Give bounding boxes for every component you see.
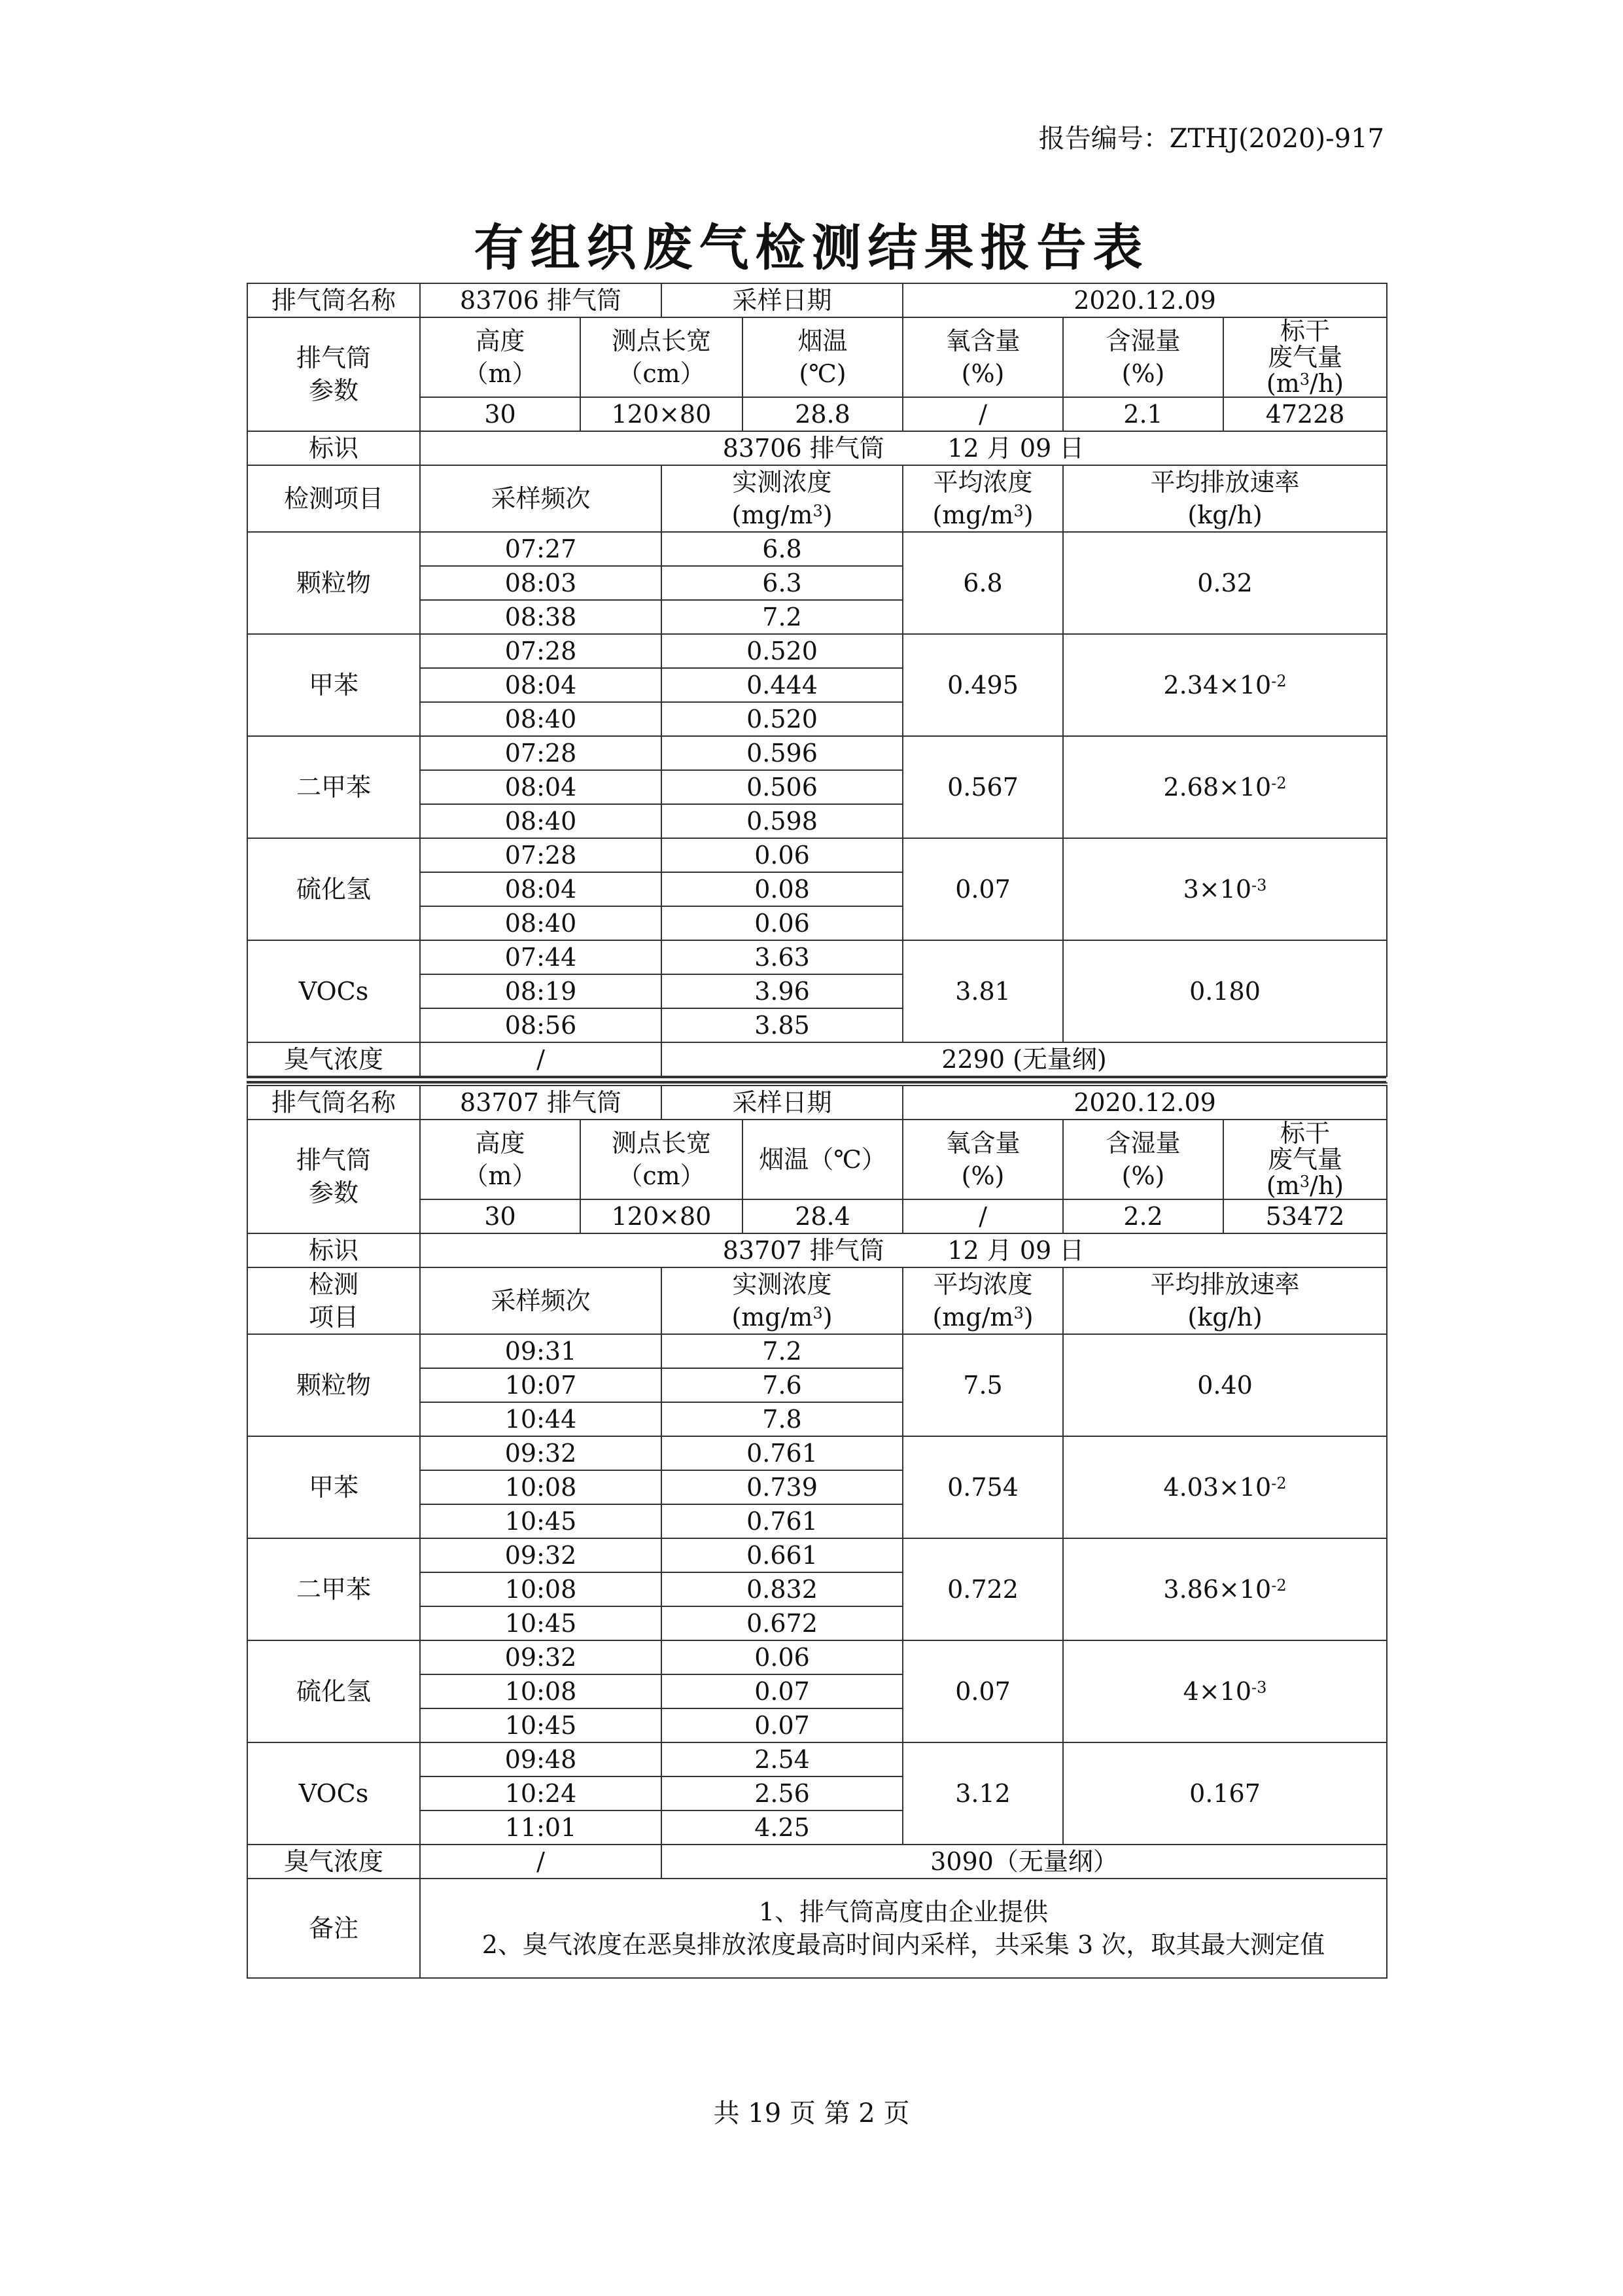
size-header: [580, 1120, 742, 1199]
measured-value: 0.506: [661, 770, 903, 804]
rate-exp: -2: [1271, 1576, 1287, 1595]
sample-time: 09:31: [420, 1334, 661, 1368]
avg-value: 0.754: [903, 1436, 1063, 1538]
table-row: [247, 838, 1387, 872]
sample-time: 08:40: [420, 804, 661, 838]
measured-value: 0.07: [661, 1708, 903, 1742]
o2-h2: (%): [961, 1161, 1005, 1190]
stack-name-value: 83706 排气筒: [420, 283, 661, 317]
sample-time: 10:45: [420, 1504, 661, 1538]
sample-time: 08:04: [420, 872, 661, 906]
height-h2: （m）: [463, 1161, 537, 1190]
rate-exp: -3: [1251, 1678, 1267, 1697]
page-footer: 共 19 页 第 2 页: [713, 2098, 910, 2128]
height-h2: （m）: [463, 359, 537, 388]
moisture-value: 2.1: [1063, 397, 1223, 431]
sample-time: 10:44: [420, 1402, 661, 1436]
measured-value: 6.3: [661, 566, 903, 600]
rate-value: [1063, 838, 1387, 940]
o2-h1: 氧含量: [945, 327, 1021, 355]
sampling-date-value: 2020.12.09: [903, 283, 1387, 317]
rate-h2: (kg/h): [1187, 501, 1263, 529]
stack-name-label: 排气筒名称: [247, 1084, 420, 1120]
sampling-date-label: 采样日期: [661, 283, 903, 317]
meas-h2: $(mg/m^3)$: [731, 501, 833, 529]
odor-value: 2290 (无量纲): [661, 1042, 1387, 1076]
stack-table-1: [247, 283, 1387, 1077]
rate-h1: 平均排放速率: [1150, 1270, 1300, 1299]
rate-exp: -2: [1271, 774, 1287, 792]
size-h1: 测点长宽: [611, 327, 711, 355]
pollutant-name: VOCs: [247, 1742, 420, 1845]
freq-header: 采样频次: [420, 1267, 661, 1334]
rate-h2: (kg/h): [1187, 1303, 1263, 1332]
pollutant-name: 甲苯: [247, 634, 420, 736]
flow-h3: $(m^3/h)$: [1266, 1171, 1344, 1199]
pollutant-name: 颗粒物: [247, 1334, 420, 1436]
mark-value: 83706 排气筒 12 月 09 日: [420, 431, 1387, 465]
rate-value: [1063, 1640, 1387, 1742]
measured-value: 2.54: [661, 1742, 903, 1776]
sample-time: 08:19: [420, 974, 661, 1008]
rate-base: 0.40: [1197, 1371, 1253, 1400]
meas-h1: 实测浓度: [732, 1270, 832, 1299]
rate-base: 4×10: [1183, 1677, 1252, 1706]
measured-value: 7.2: [661, 600, 903, 634]
mark-label: 标识: [247, 431, 420, 465]
rate-value: [1063, 1742, 1387, 1845]
stack-params-line2: 参数: [308, 1178, 358, 1207]
rate-base: 2.34×10: [1163, 671, 1272, 699]
rate-base: 3.86×10: [1163, 1575, 1272, 1604]
table-row: [247, 736, 1387, 770]
avg-value: 0.567: [903, 736, 1063, 838]
flow-h3: $(m^3/h)$: [1266, 369, 1344, 397]
rate-exp: -2: [1271, 1474, 1287, 1492]
sample-time: 09:48: [420, 1742, 661, 1776]
sample-time: 08:04: [420, 668, 661, 702]
meas-h2: $(mg/m^3)$: [731, 1303, 833, 1332]
stack-params-line1: 排气筒: [296, 1146, 371, 1174]
measured-value: 0.520: [661, 702, 903, 736]
avg-value: 3.12: [903, 1742, 1063, 1845]
stack-params-line2: 参数: [308, 376, 358, 405]
rate-header: [1063, 465, 1387, 532]
mark-value: 83707 排气筒 12 月 09 日: [420, 1233, 1387, 1267]
sample-time: 08:04: [420, 770, 661, 804]
table-row: [247, 1436, 1387, 1470]
size-h1: 测点长宽: [611, 1129, 711, 1157]
item-header: 检测项目: [247, 465, 420, 532]
pollutant-name: 硫化氢: [247, 1640, 420, 1742]
measured-value: 0.761: [661, 1504, 903, 1538]
measured-value: 3.85: [661, 1008, 903, 1042]
rate-value: [1063, 1334, 1387, 1436]
height-header: [420, 317, 580, 397]
odor-label: 臭气浓度: [247, 1845, 420, 1879]
avg-value: 7.5: [903, 1334, 1063, 1436]
measured-value: 0.739: [661, 1470, 903, 1504]
avg-value: 3.81: [903, 940, 1063, 1042]
odor-value: 3090（无量纲）: [661, 1845, 1387, 1879]
pollutant-name: 甲苯: [247, 1436, 420, 1538]
sample-time: 08:40: [420, 702, 661, 736]
sample-time: 11:01: [420, 1810, 661, 1845]
measured-value: 0.444: [661, 668, 903, 702]
sample-time: 08:40: [420, 906, 661, 940]
remark-text: [420, 1879, 1387, 1978]
o2-h2: (%): [961, 359, 1005, 388]
moisture-header: [1063, 317, 1223, 397]
report-tables: [247, 283, 1386, 1979]
freq-header: 采样频次: [420, 465, 661, 532]
measured-value: 3.63: [661, 940, 903, 974]
sample-time: 09:32: [420, 1538, 661, 1572]
flow-h1: 标干: [1280, 1120, 1331, 1148]
stack-params-label: [247, 1120, 420, 1233]
o2-h1: 氧含量: [945, 1129, 1021, 1157]
sample-time: 10:45: [420, 1708, 661, 1742]
measured-value: 7.6: [661, 1368, 903, 1402]
avg-header: [903, 1267, 1063, 1334]
remark-label: 备注: [247, 1879, 420, 1978]
sampling-date-label: 采样日期: [661, 1084, 903, 1120]
stack-name-label: 排气筒名称: [247, 283, 420, 317]
sample-time: 10:24: [420, 1776, 661, 1810]
page-title: 有组织废气检测结果报告表: [474, 219, 1149, 277]
rate-exp: -2: [1271, 672, 1287, 690]
measured-value: 0.07: [661, 1674, 903, 1708]
measured-header: [661, 1267, 903, 1334]
meas-h1: 实测浓度: [732, 468, 832, 497]
flow-h2: 废气量: [1268, 343, 1343, 372]
size-h2: （cm）: [618, 359, 705, 388]
measured-value: 7.8: [661, 1402, 903, 1436]
sample-time: 07:44: [420, 940, 661, 974]
sample-time: 07:28: [420, 838, 661, 872]
moist-h2: (%): [1121, 359, 1165, 388]
sample-time: 07:28: [420, 634, 661, 668]
avg-header: [903, 465, 1063, 532]
temp-value: 28.8: [742, 397, 903, 431]
sample-time: 08:38: [420, 600, 661, 634]
item-header: [247, 1267, 420, 1334]
o2-value: /: [903, 397, 1063, 431]
rate-base: 4.03×10: [1163, 1473, 1272, 1502]
sample-time: 10:08: [420, 1572, 661, 1606]
table-row: [247, 1640, 1387, 1674]
rate-base: 3×10: [1183, 875, 1252, 904]
table-row: [247, 1742, 1387, 1776]
avg-h2: $(mg/m^3)$: [932, 501, 1034, 529]
rate-value: [1063, 736, 1387, 838]
pollutant-name: VOCs: [247, 940, 420, 1042]
table-row: [247, 634, 1387, 668]
sample-time: 07:28: [420, 736, 661, 770]
odor-label: 臭气浓度: [247, 1042, 420, 1076]
moisture-value: 2.2: [1063, 1199, 1223, 1233]
stack-name-value: 83707 排气筒: [420, 1084, 661, 1120]
block-separator: [247, 1077, 1386, 1082]
table-row: [247, 940, 1387, 974]
sampling-date-value: 2020.12.09: [903, 1084, 1387, 1120]
stack-table-2: [247, 1082, 1387, 1979]
o2-value: /: [903, 1199, 1063, 1233]
size-value: 120×80: [580, 397, 742, 431]
item-h1: 检测: [308, 1270, 358, 1299]
rate-value: [1063, 634, 1387, 736]
pollutant-name: 二甲苯: [247, 736, 420, 838]
rate-value: [1063, 1538, 1387, 1640]
size-value: 120×80: [580, 1199, 742, 1233]
rate-value: [1063, 532, 1387, 634]
avg-h1: 平均浓度: [933, 1270, 1033, 1299]
o2-header: [903, 317, 1063, 397]
item-h2: 项目: [308, 1303, 358, 1332]
remark-line: 2、臭气浓度在恶臭排放浓度最高时间内采样，共采集 3 次，取其最大测定值: [481, 1930, 1325, 1959]
sample-time: 09:32: [420, 1640, 661, 1674]
moist-h1: 含湿量: [1106, 1129, 1181, 1157]
measured-value: 0.832: [661, 1572, 903, 1606]
flow-h1: 标干: [1280, 317, 1331, 345]
rate-h1: 平均排放速率: [1150, 468, 1300, 497]
pollutant-name: 二甲苯: [247, 1538, 420, 1640]
sample-time: 09:32: [420, 1436, 661, 1470]
avg-value: 0.722: [903, 1538, 1063, 1640]
height-header: [420, 1120, 580, 1199]
sample-time: 08:03: [420, 566, 661, 600]
measured-value: 0.06: [661, 906, 903, 940]
stack-params-line1: 排气筒: [296, 344, 371, 372]
measured-value: 6.8: [661, 532, 903, 566]
temp-h1: 烟温: [797, 327, 848, 355]
avg-h2: $(mg/m^3)$: [932, 1303, 1034, 1332]
measured-value: 0.761: [661, 1436, 903, 1470]
sample-time: 10:08: [420, 1470, 661, 1504]
measured-value: 0.598: [661, 804, 903, 838]
temp-header: 烟温（℃）: [742, 1120, 903, 1199]
height-value: 30: [420, 397, 580, 431]
avg-value: 0.07: [903, 838, 1063, 940]
moisture-header: [1063, 1120, 1223, 1199]
pollutant-name: 颗粒物: [247, 532, 420, 634]
avg-value: 0.07: [903, 1640, 1063, 1742]
rate-header: [1063, 1267, 1387, 1334]
rate-value: [1063, 940, 1387, 1042]
table-row: [247, 1334, 1387, 1368]
sample-time: 10:07: [420, 1368, 661, 1402]
sample-time: 07:27: [420, 532, 661, 566]
measured-value: 0.661: [661, 1538, 903, 1572]
measured-value: 0.08: [661, 872, 903, 906]
o2-header: [903, 1120, 1063, 1199]
table-row: [247, 532, 1387, 566]
rate-value: [1063, 1436, 1387, 1538]
size-h2: （cm）: [618, 1161, 705, 1190]
temp-h2: (℃): [799, 359, 846, 388]
sample-time: 10:08: [420, 1674, 661, 1708]
temp-value: 28.4: [742, 1199, 903, 1233]
rate-base: 0.180: [1189, 977, 1261, 1006]
pollutant-name: 硫化氢: [247, 838, 420, 940]
odor-freq: /: [420, 1042, 661, 1076]
height-h1: 高度: [475, 1129, 525, 1157]
height-value: 30: [420, 1199, 580, 1233]
measured-value: 4.25: [661, 1810, 903, 1845]
flow-value: 53472: [1223, 1199, 1387, 1233]
measured-header: [661, 465, 903, 532]
avg-value: 6.8: [903, 532, 1063, 634]
measured-value: 2.56: [661, 1776, 903, 1810]
measured-value: 0.520: [661, 634, 903, 668]
measured-value: 0.596: [661, 736, 903, 770]
sample-time: 08:56: [420, 1008, 661, 1042]
mark-label: 标识: [247, 1233, 420, 1267]
rate-base: 0.167: [1189, 1779, 1261, 1808]
rate-exp: -3: [1251, 876, 1267, 894]
flow-h2: 废气量: [1268, 1145, 1343, 1174]
rate-base: 0.32: [1197, 569, 1253, 597]
stack-params-label: [247, 317, 420, 431]
rate-base: 2.68×10: [1163, 773, 1272, 802]
odor-freq: /: [420, 1845, 661, 1879]
flow-header: [1223, 317, 1387, 397]
height-h1: 高度: [475, 327, 525, 355]
remark-line: 1、排气筒高度由企业提供: [758, 1898, 1049, 1926]
avg-h1: 平均浓度: [933, 468, 1033, 497]
measured-value: 0.06: [661, 1640, 903, 1674]
measured-value: 0.06: [661, 838, 903, 872]
moist-h1: 含湿量: [1106, 327, 1181, 355]
sample-time: 10:45: [420, 1606, 661, 1640]
moist-h2: (%): [1121, 1161, 1165, 1190]
measured-value: 3.96: [661, 974, 903, 1008]
measured-value: 7.2: [661, 1334, 903, 1368]
flow-header: [1223, 1120, 1387, 1199]
report-number: 报告编号：ZTHJ(2020)-917: [1038, 124, 1384, 154]
flow-value: 47228: [1223, 397, 1387, 431]
table-row: [247, 1538, 1387, 1572]
temp-header: [742, 317, 903, 397]
size-header: [580, 317, 742, 397]
avg-value: 0.495: [903, 634, 1063, 736]
measured-value: 0.672: [661, 1606, 903, 1640]
